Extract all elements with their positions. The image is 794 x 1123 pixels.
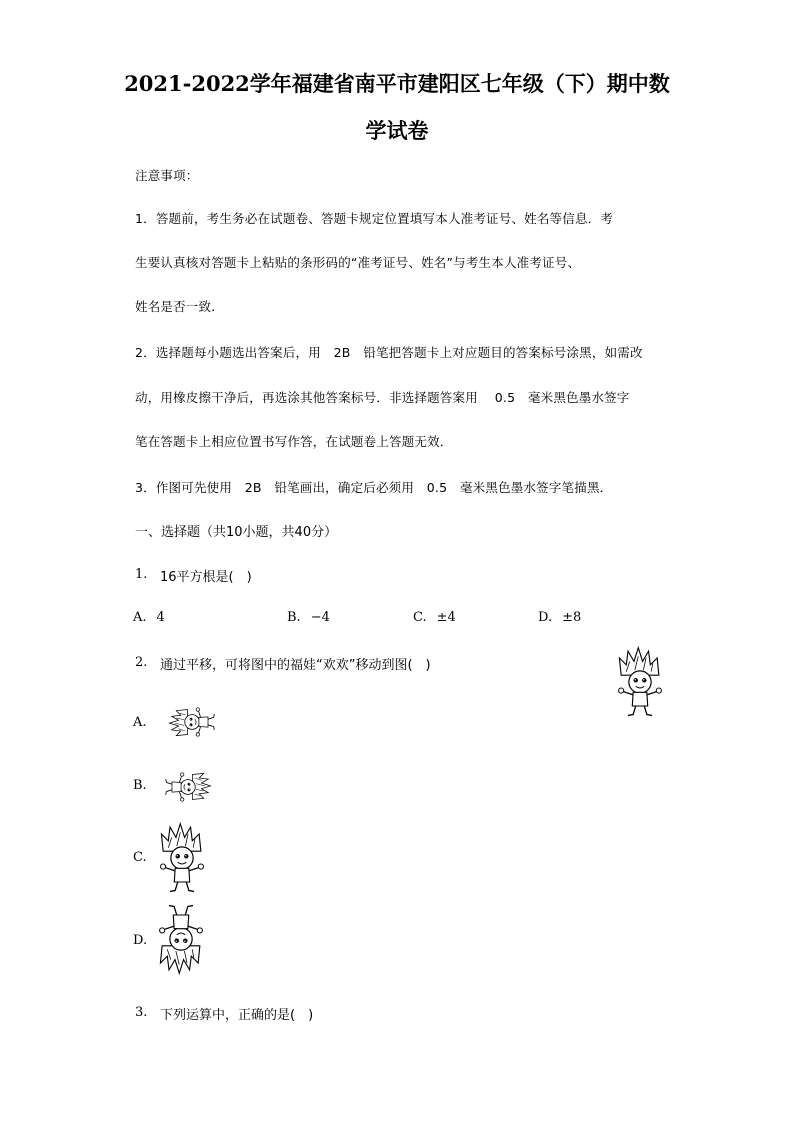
question-1-option-d[interactable] [538, 610, 581, 625]
option-label: B. [287, 610, 301, 625]
notice-line-4: 2．选择题每小题选出答案后，用 2B 铅笔把答题卡上对应题目的答案标号涂黑，如需改 [135, 345, 643, 360]
huanhuan-option-c-figure[interactable] [156, 822, 208, 894]
notice-line-2: 生要认真核对答题卡上粘贴的条形码的“准考证号、姓名”与考生本人准考证号、 [135, 255, 581, 270]
notice-line-7: 3．作图可先使用 2B 铅笔画出，确定后必须用 0.5 毫米黑色墨水签字笔描黑． [135, 480, 613, 495]
page-title: 2021-2022学年福建省南平市建阳区七年级（下）期中数 [124, 71, 670, 96]
huanhuan-option-a-figure[interactable] [156, 697, 226, 747]
option-value: −4 [310, 610, 330, 625]
question-2-option-a-label[interactable]: A. [133, 715, 147, 730]
option-label: C. [413, 610, 427, 625]
notice-line-6: 笔在答题卡上相应位置书写作答，在试题卷上答题无效． [135, 434, 453, 449]
question-3-text: 下列运算中，正确的是( ) [160, 1008, 314, 1023]
page-title-continued: 学试卷 [365, 118, 429, 143]
question-1-option-a[interactable] [133, 610, 165, 625]
option-label: A. [133, 610, 147, 625]
huanhuan-reference-figure [614, 646, 666, 718]
option-value: ±8 [562, 610, 582, 625]
question-2-text: 通过平移，可将图中的福娃“欢欢”移动到图( ) [160, 658, 431, 673]
question-1-option-b[interactable] [287, 610, 330, 625]
option-value: 4 [156, 610, 165, 625]
question-1-text: 16平方根是( ) [160, 570, 252, 585]
notice-line-3: 姓名是否一致． [135, 299, 224, 314]
option-label: D. [538, 610, 553, 625]
option-value: ±4 [436, 610, 456, 625]
huanhuan-option-b-figure[interactable] [154, 762, 224, 812]
notice-line-1: 1．答题前，考生务必在试题卷、答题卡规定位置填写本人准考证号、姓名等信息．考 [135, 211, 614, 226]
huanhuan-option-d-figure[interactable] [155, 903, 207, 975]
question-1-number: 1. [135, 567, 148, 582]
question-3-number: 3. [135, 1005, 148, 1020]
question-2-option-b-label[interactable]: B. [133, 778, 147, 793]
question-2-option-c-label[interactable]: C. [133, 850, 147, 865]
question-2-number: 2. [135, 655, 148, 670]
section-heading-choice: 一、选择题（共10小题，共40分） [135, 525, 338, 540]
question-1-option-c[interactable] [413, 610, 456, 625]
notice-line-5: 动，用橡皮擦干净后，再选涂其他答案标号．非选择题答案用 0.5 毫米黑色墨水签字 [135, 390, 630, 405]
notice-heading: 注意事项： [135, 168, 199, 183]
question-2-option-d-label[interactable]: D. [133, 933, 148, 948]
